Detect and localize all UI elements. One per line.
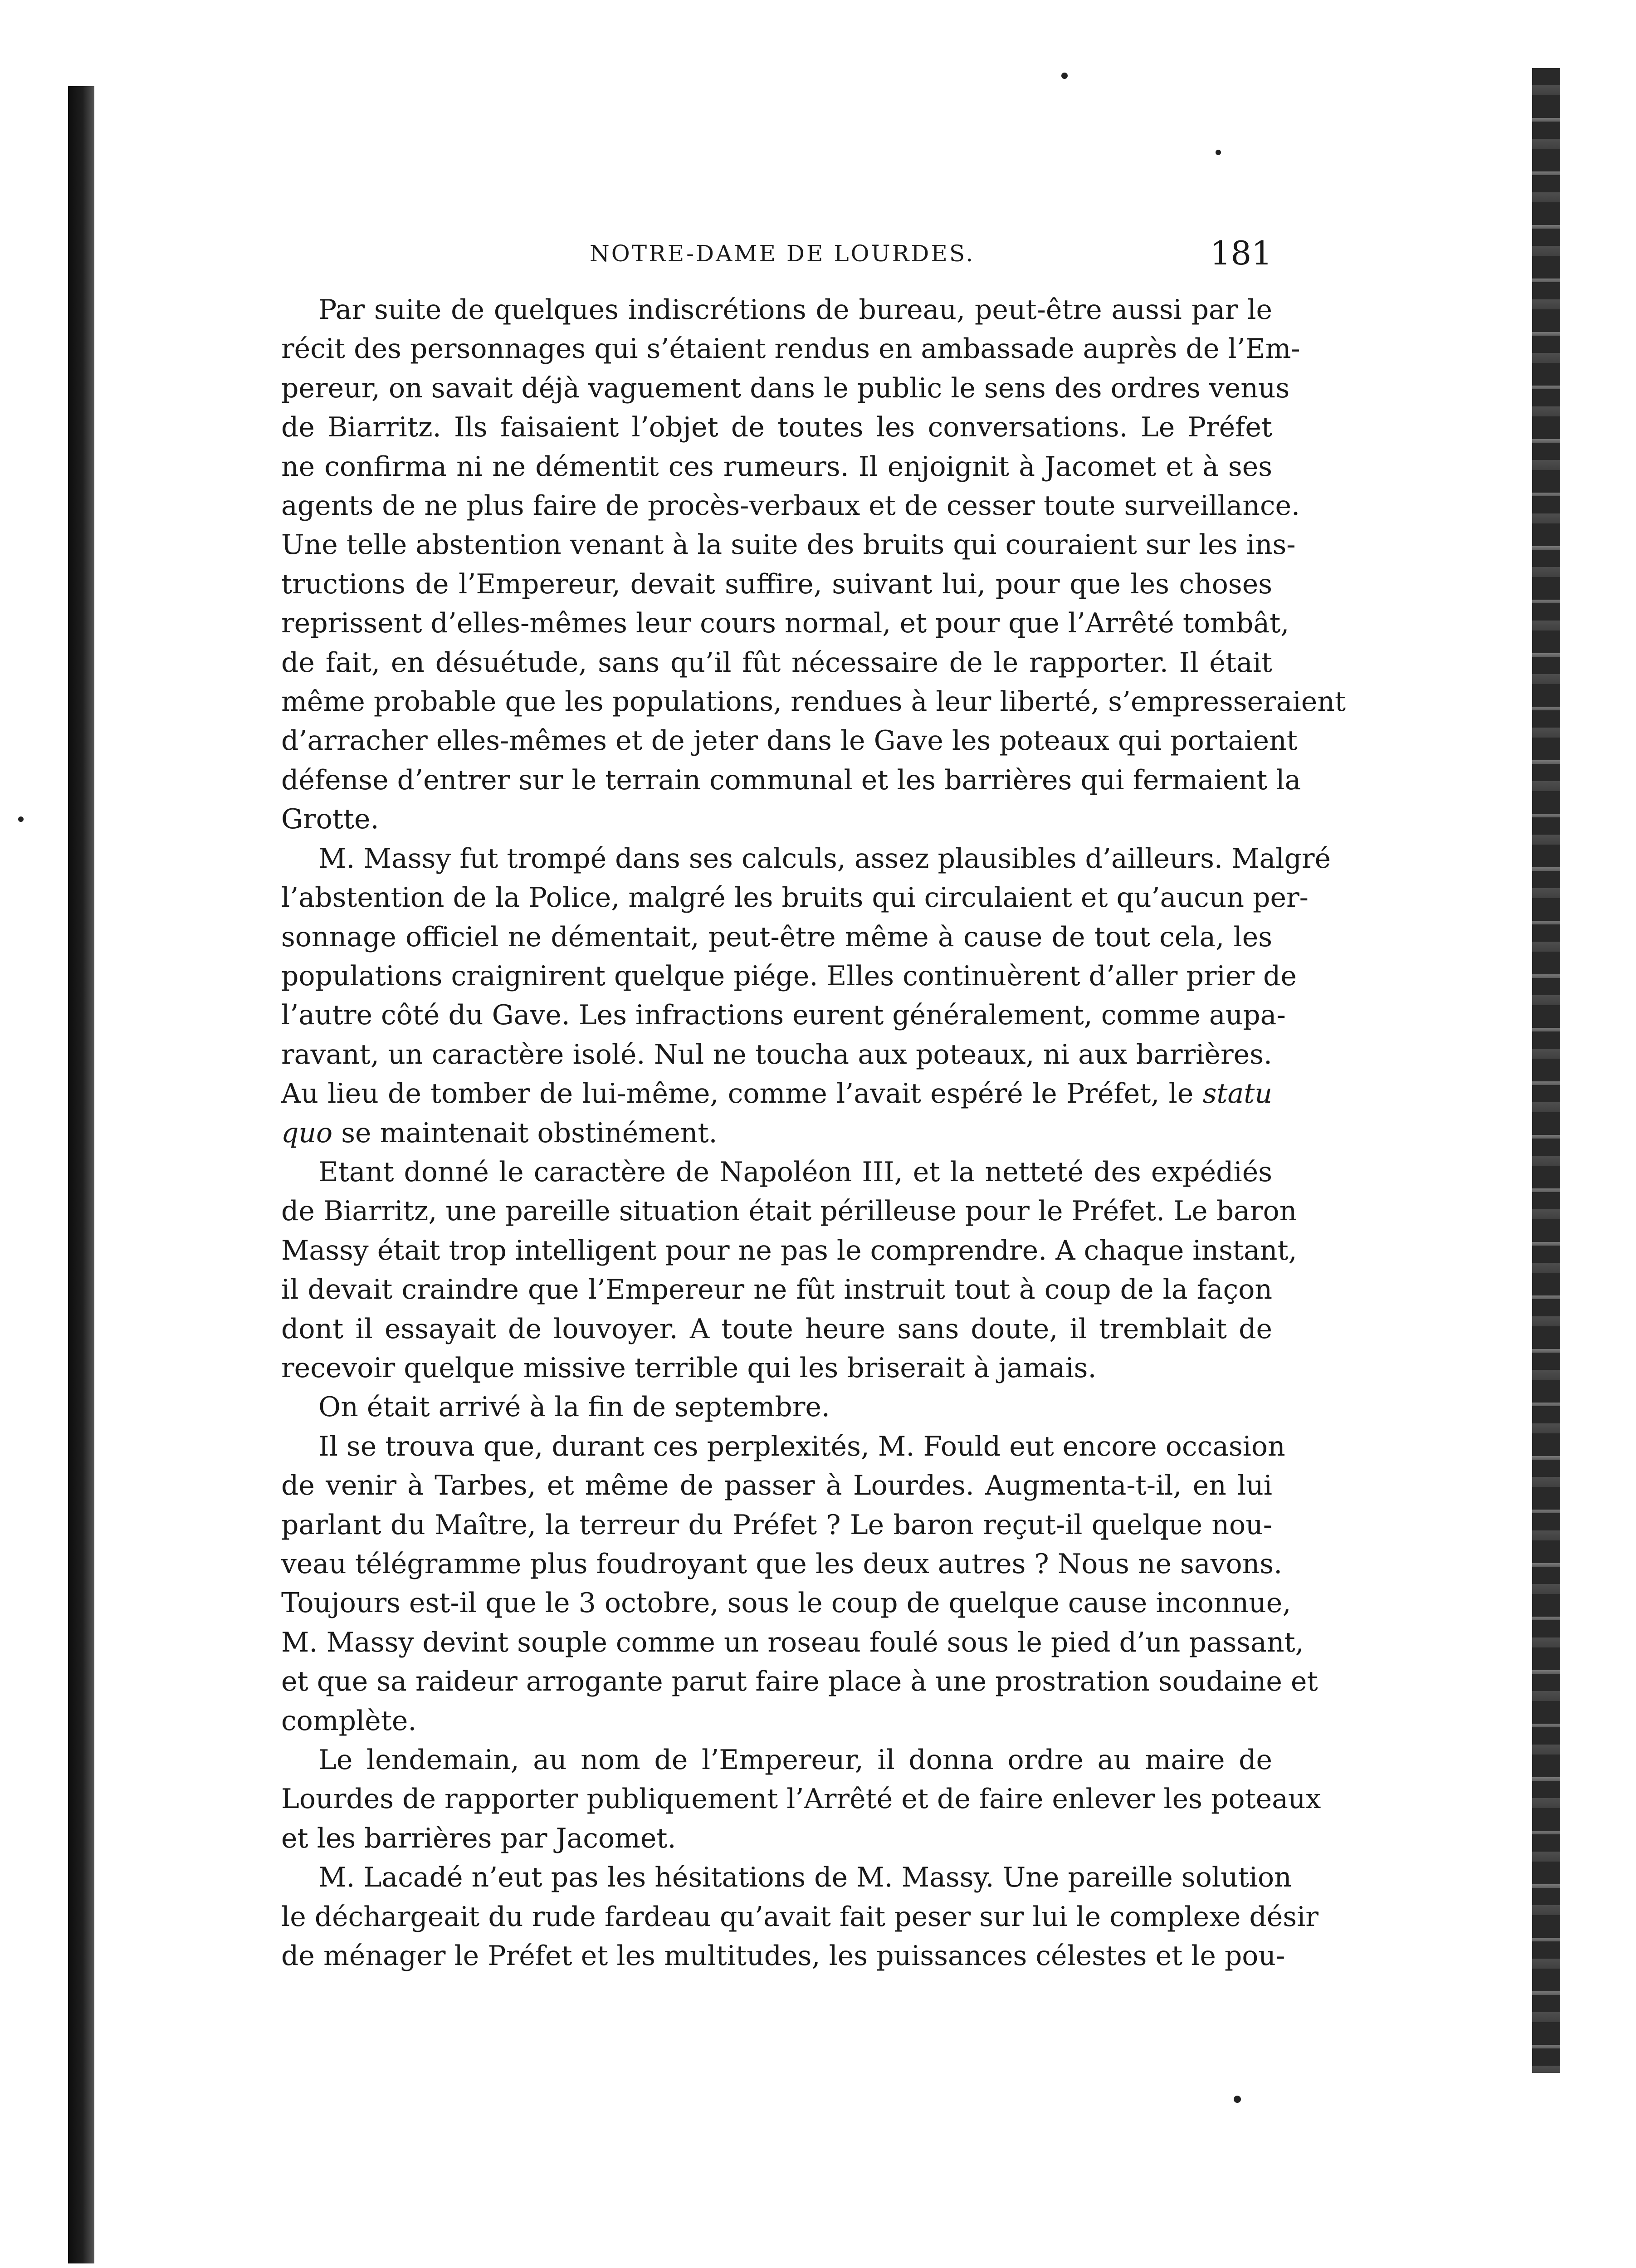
text-line: agents de ne plus faire de procès-verbaux et de cesser toute surveillance. (281, 490, 1300, 522)
text-line: et que sa raideur arrogante parut faire place à une prostration soudaine et (281, 1666, 1318, 1698)
text-line: récit des personnages qui s’étaient rendus en ambassade auprès de l’Em- (281, 333, 1300, 365)
text-line: complète. (281, 1705, 417, 1737)
text-line: le déchargeait du rude fardeau qu’avait fait peser sur lui le complexe désir (281, 1901, 1319, 1933)
text-line: sonnage officiel ne démentait, peut-être même à cause de tout cela, les (281, 921, 1272, 953)
text-line: reprissent d’elles-mêmes leur cours normal, et pour que l’Arrêté tombât, (281, 607, 1289, 640)
text-line: d’arracher elles-mêmes et de jeter dans le Gave les poteaux qui portaient (281, 725, 1298, 757)
text-line: On était arrivé à la fin de septembre. (318, 1391, 830, 1423)
text-line: tructions de l’Empereur, devait suffire, suivant lui, pour que les choses (281, 568, 1272, 600)
text-line: Par suite de quelques indiscrétions de bureau, peut-être aussi par le (318, 294, 1272, 326)
text-line: et les barrières par Jacomet. (281, 1822, 676, 1854)
text-line: de Biarritz. Ils faisaient l’objet de toutes les conversations. Le Préfet (281, 411, 1272, 444)
italic-quo: quo (281, 1117, 333, 1149)
text-line: il devait craindre que l’Empereur ne fût instruit tout à coup de la façon (281, 1274, 1272, 1306)
text-segment: Au lieu de tomber de lui-même, comme l’avait espéré le Préfet, le (281, 1078, 1194, 1110)
text-line: de Biarritz, une pareille situation était périlleuse pour le Préfet. Le baron (281, 1195, 1297, 1227)
text-line (281, 1114, 1272, 1153)
text-line: pereur, on savait déjà vaguement dans le public le sens des ordres venus (281, 372, 1290, 404)
text-line: de fait, en désuétude, sans qu’il fût nécessaire de le rapporter. Il était (281, 646, 1272, 679)
text-line: Une telle abstention venant à la suite des bruits qui couraient sur les ins- (281, 529, 1296, 561)
text-line: dont il essayait de louvoyer. A toute heure sans doute, il tremblait de (281, 1313, 1272, 1345)
text-line: ravant, un caractère isolé. Nul ne toucha aux poteaux, ni aux barrières. (281, 1038, 1272, 1070)
text-line: M. Lacadé n’eut pas les hésitations de M. Massy. Une pareille solution (318, 1862, 1292, 1894)
text-line: populations craignirent quelque piége. Elles continuèrent d’aller prier de (281, 960, 1297, 992)
page-header (281, 234, 1272, 277)
text-line: Il se trouva que, durant ces perplexités, M. Fould eut encore occasion (318, 1430, 1285, 1462)
text-line: M. Massy fut trompé dans ses calculs, assez plausibles d’ailleurs. Malgré (318, 842, 1331, 875)
text-line: M. Massy devint souple comme un roseau foulé sous le pied d’un passant, (281, 1626, 1304, 1658)
text-line: Le lendemain, au nom de l’Empereur, il donna ordre au maire de (318, 1744, 1272, 1776)
text-line: de ménager le Préfet et les multitudes, les puissances célestes et le pou- (281, 1940, 1285, 1972)
text-line: Grotte. (281, 803, 379, 836)
text-line: recevoir quelque missive terrible qui les briserait à jamais. (281, 1352, 1097, 1384)
text-line: de venir à Tarbes, et même de passer à Lourdes. Augmenta-t-il, en lui (281, 1470, 1272, 1502)
scan-edge-right (1532, 68, 1560, 2073)
text-line: l’abstention de la Police, malgré les bruits qui circulaient et qu’aucun per- (281, 882, 1309, 914)
running-title: NOTRE-DAME DE LOURDES. (590, 240, 975, 267)
text-line: défense d’entrer sur le terrain communal et les barrières qui fermaient la (281, 764, 1301, 796)
italic-statu: statu (1202, 1078, 1273, 1110)
text-line: veau télégramme plus foudroyant que les deux autres ? Nous ne savons. (281, 1548, 1283, 1580)
body-text (281, 290, 1346, 1975)
text-line: ne confirma ni ne démentit ces rumeurs. Il enjoignit à Jacomet et à ses (281, 450, 1272, 483)
text-line: Etant donné le caractère de Napoléon III, et la netteté des expédiés (318, 1156, 1272, 1188)
scan-speck (1061, 73, 1068, 79)
text-line: parlant du Maître, la terreur du Préfet ? Le baron reçut-il quelque nou- (281, 1509, 1272, 1541)
text-line: Toujours est-il que le 3 octobre, sous le coup de quelque cause inconnue, (281, 1587, 1291, 1619)
text-line: Lourdes de rapporter publiquement l’Arrêté et de faire enlever les poteaux (281, 1783, 1321, 1815)
scan-speck (1216, 150, 1221, 155)
scan-edge-left (68, 86, 94, 2263)
text-line: même probable que les populations, rendues à leur liberté, s’empresseraient (281, 686, 1346, 718)
text-line: Massy était trop intelligent pour ne pas le comprendre. A chaque instant, (281, 1234, 1297, 1266)
scan-speck (18, 816, 24, 822)
text-segment: se maintenait obstinément. (341, 1117, 718, 1149)
page-number: 181 (1210, 234, 1272, 272)
scan-speck (1234, 2096, 1241, 2103)
text-line: l’autre côté du Gave. Les infractions eurent généralement, comme aupa- (281, 999, 1286, 1031)
text-line (281, 1074, 1272, 1113)
